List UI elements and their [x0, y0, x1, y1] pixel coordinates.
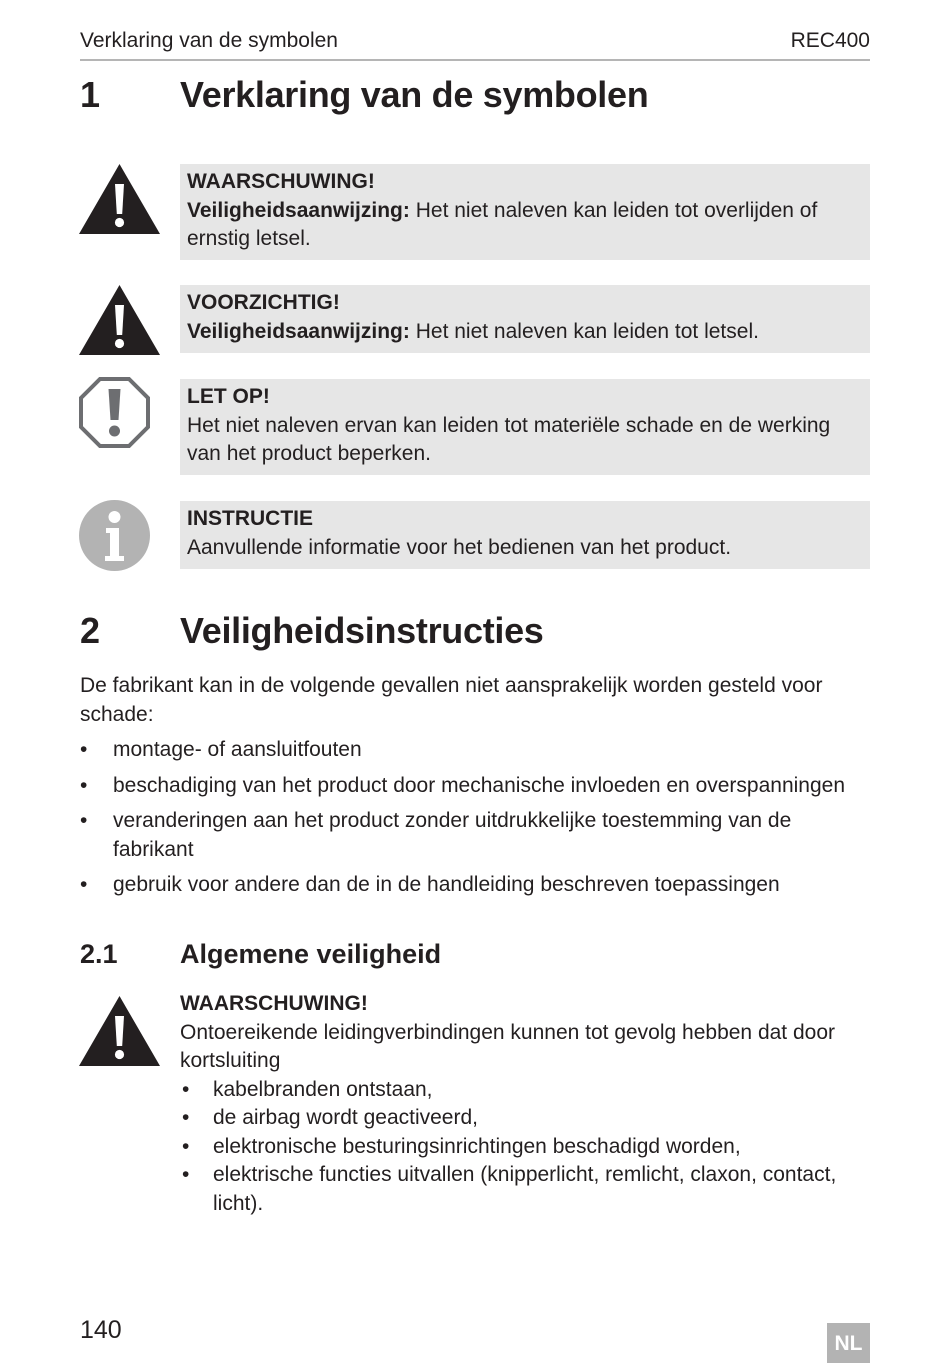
section-title: Algemene veiligheid: [180, 939, 442, 969]
warning-triangle-icon: [79, 285, 160, 355]
notice-text: Het niet naleven ervan kan leiden tot materiële schade en de werking van het product beperken.: [187, 413, 831, 465]
notice-text: Het niet naleven kan leiden tot letsel.: [409, 319, 759, 343]
list-item: • elektrische functies uitvallen (knipperlicht, remlicht, claxon, contact, licht).: [180, 1161, 870, 1218]
section-number: 2.1: [80, 939, 118, 969]
notice-caution: [180, 285, 870, 353]
header-section-title: Verklaring van de symbolen: [80, 29, 338, 52]
list-item: • gebruik voor andere dan de in de handleiding beschreven toepassingen: [80, 871, 870, 900]
notice-label: Veiligheidsaanwijzing:: [187, 319, 410, 343]
notice-text: Aanvullende informatie voor het bedienen van het product.: [187, 535, 732, 559]
section-number: 1: [80, 74, 100, 115]
info-icon: [79, 500, 150, 571]
notice-text: Het niet naleven kan leiden tot overlijden of ernstig letsel.: [187, 198, 818, 250]
list-item: • elektronische besturingsinrichtingen beschadigd worden,: [180, 1133, 870, 1162]
section-title: Verklaring van de symbolen: [180, 74, 649, 115]
header-product-code: REC400: [790, 29, 870, 52]
warning-text: Ontoereikende leidingverbindingen kunnen tot gevolg hebben dat door kortsluiting: [180, 1020, 835, 1072]
warning-triangle-icon: [79, 164, 160, 234]
warning-consequence-list: [180, 1076, 870, 1219]
language-tab: NL: [827, 1323, 870, 1363]
liability-list: [80, 736, 870, 907]
notice-attention: [180, 379, 870, 475]
list-item: • veranderingen aan het product zonder uitdrukkelijke toestemming van de fabrikant: [80, 807, 870, 864]
notice-title: WAARSCHUWING!: [187, 170, 375, 193]
warning-triangle-icon: [79, 996, 160, 1066]
section-2-intro: De fabrikant kan in de volgende gevallen niet aansprakelijk worden gesteld voor schade:: [80, 674, 823, 726]
notice-warning: [180, 164, 870, 260]
warning-title: WAARSCHUWING!: [180, 992, 368, 1015]
notice-label: Veiligheidsaanwijzing:: [187, 198, 410, 222]
notice-instruction: [180, 501, 870, 569]
section-number: 2: [80, 610, 100, 651]
notice-octagon-icon: [79, 377, 150, 448]
page-number: 140: [80, 1316, 122, 1344]
notice-title: VOORZICHTIG!: [187, 291, 340, 314]
list-item: • de airbag wordt geactiveerd,: [180, 1104, 870, 1133]
list-item: • beschadiging van het product door mechanische invloeden en overspanningen: [80, 772, 870, 801]
notice-title: LET OP!: [187, 385, 270, 408]
section-title: Veiligheidsinstructies: [180, 610, 544, 651]
list-item: • kabelbranden ontstaan,: [180, 1076, 870, 1105]
list-item: • montage- of aansluitfouten: [80, 736, 870, 765]
general-safety-warning: [180, 990, 870, 1218]
notice-title: INSTRUCTIE: [187, 507, 313, 530]
page-header: [80, 28, 870, 61]
